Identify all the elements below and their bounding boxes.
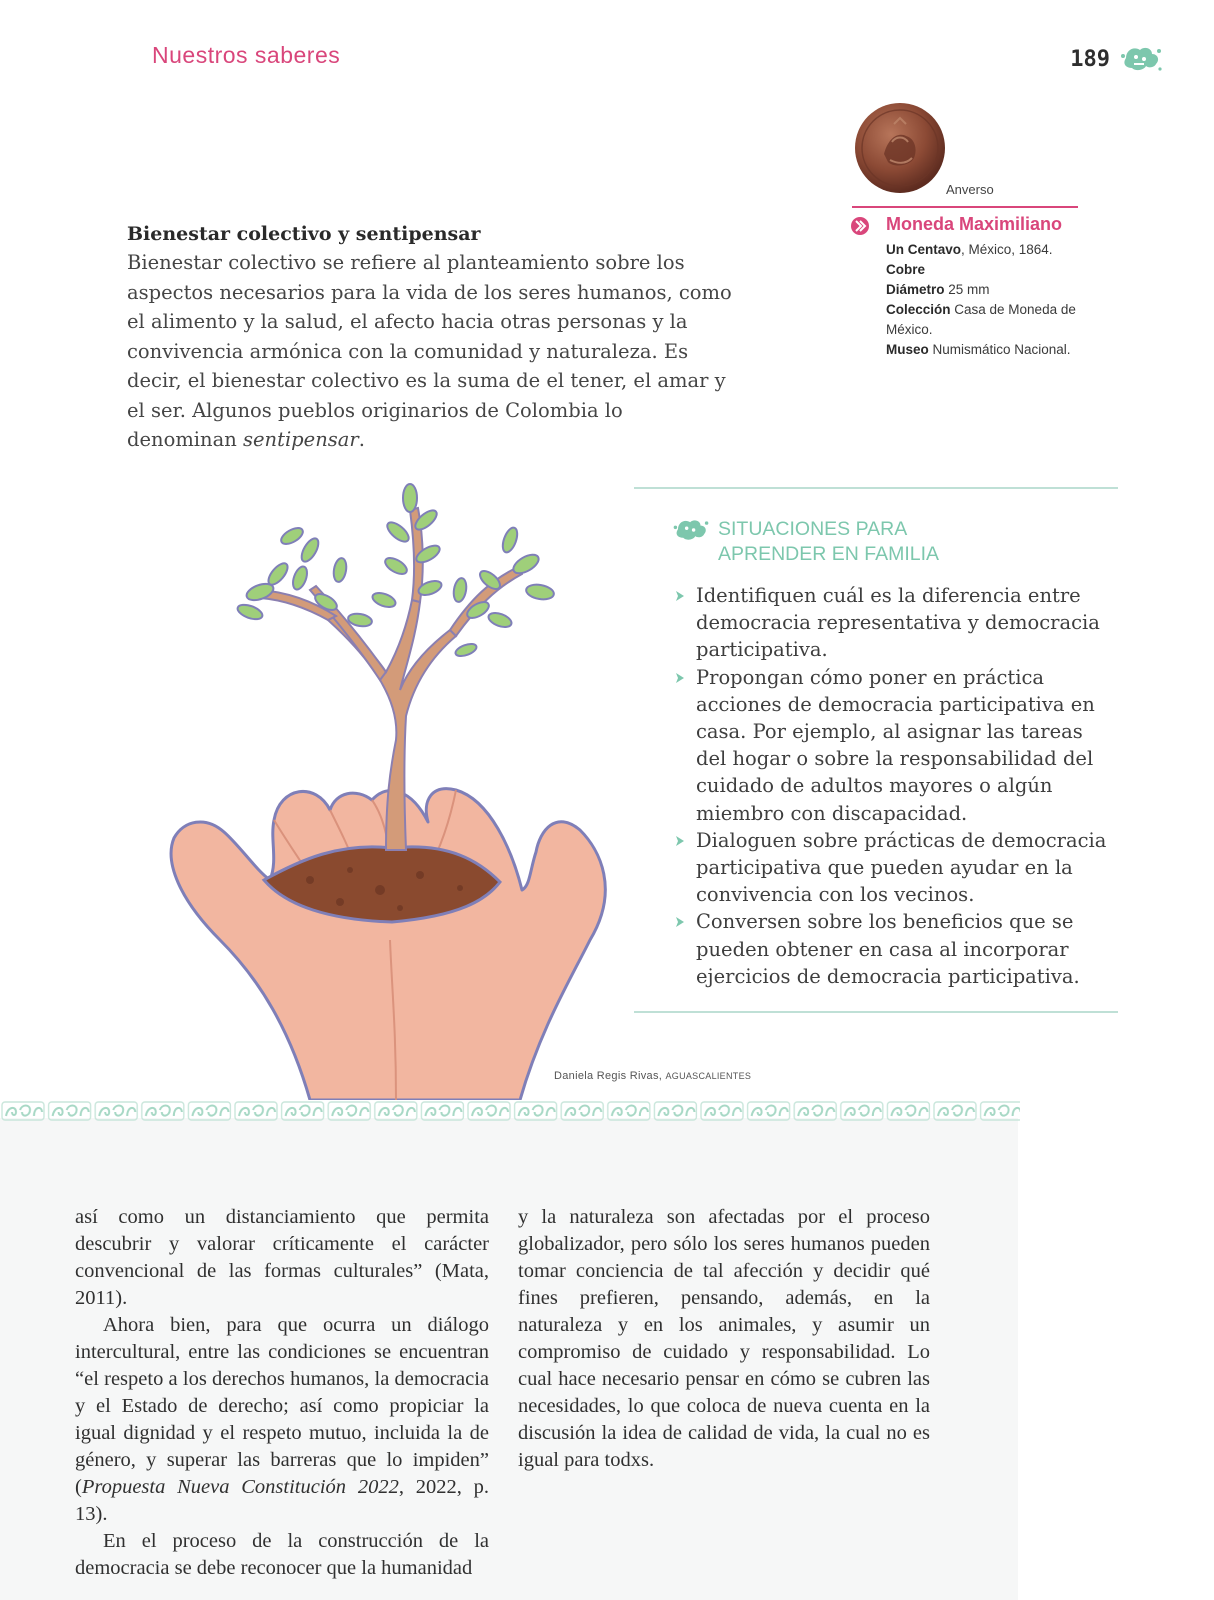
intro-section	[127, 220, 737, 455]
intro-title: Bienestar colectivo y sentipensar	[127, 223, 481, 245]
paragraph: y la naturaleza son afectadas por el proceso globalizador, pero sólo los seres humanos pueden tomar conciencia de tal afección y decidir qué fines prefieren, pensando, además, en la naturaleza y en los animales, y asumir un compromiso de cuidado y responsabilidad. Lo cual hace necesario pensar en cómo se cubren las necesidades, lo que coloca de nueva cuenta en la discusión la idea de calidad de vida, la cual no es igual para todxs.	[518, 1206, 930, 1471]
bullet-arrow-icon	[674, 916, 686, 928]
paragraph-body: Ahora bien, para que ocurra un diálogo intercultural, entre las condiciones se encuentran “el respeto a los derechos humanos, la democracia y el Estado de derecho; así como propiciar la igual dignidad y el respeto mutuo, incluida la de género, y superar las barreras que lo impiden” (	[75, 1314, 489, 1498]
ornament-band	[0, 1096, 1020, 1126]
page-number: 189	[1070, 46, 1110, 72]
paragraph	[75, 1312, 489, 1528]
intro-italic-term: sentipensar	[243, 428, 359, 451]
body-column-left	[75, 1204, 489, 1582]
coin-diameter-value: 25 mm	[944, 282, 990, 297]
family-title-line2: APRENDER EN FAMILIA	[718, 543, 940, 565]
coin-origin: , México, 1864.	[961, 242, 1053, 257]
coin-collection-value: Casa de Moneda de México.	[886, 302, 1076, 337]
coin-details	[886, 240, 1086, 360]
credit-place: AGUASCALIENTES	[665, 1071, 752, 1081]
list-item-text: Dialoguen sobre prácticas de democracia participativa que pueden ayudar en la convivencia con los vecinos.	[696, 828, 1107, 907]
glyph-icon	[1120, 44, 1162, 74]
list-item-text: Propongan cómo poner en práctica acciones de democracia participativa en casa. Por ejemplo, al asignar las tareas del hogar o sobre la responsabilidad del cuidado de adultos mayores o algún miembro con discapacidad.	[696, 665, 1095, 825]
coin-material: Cobre	[886, 262, 926, 277]
coin-title: Moneda Maximiliano	[886, 214, 1063, 234]
coin-collection-label: Colección	[886, 302, 951, 317]
list-item	[672, 582, 1118, 664]
bullet-arrow-icon	[674, 835, 686, 847]
intro-text	[127, 248, 737, 455]
list-item-text: Conversen sobre los beneficios que se pueden obtener en casa al incorporar ejercicios de democracia participativa.	[696, 910, 1080, 988]
coin-museum-value: Numismático Nacional.	[928, 342, 1071, 357]
illustration-credit	[554, 1070, 751, 1082]
family-title	[718, 517, 939, 567]
family-list	[672, 582, 1118, 990]
list-item	[672, 908, 1118, 990]
family-situations-box	[634, 487, 1118, 1013]
bullet-arrow-icon	[674, 590, 686, 602]
chevron-right-icon	[851, 217, 869, 235]
family-title-line1: SITUACIONES PARA	[718, 518, 908, 540]
bullet-arrow-icon	[674, 672, 686, 684]
page-header-right	[1070, 44, 1162, 74]
credit-name: Daniela Regis Rivas,	[554, 1070, 666, 1082]
body-column-right	[518, 1204, 930, 1474]
list-item	[672, 827, 1118, 909]
hands-tree-illustration	[160, 470, 620, 1100]
paragraph: así como un distanciamiento que permita descubrir y valorar críticamente el carácter convencional de las formas culturales” (Mata, 2011).	[75, 1206, 489, 1309]
coin-image	[854, 102, 946, 194]
glyph-heading-icon	[672, 517, 710, 547]
paragraph-end: , 2022, p. 13).	[75, 1476, 490, 1525]
coin-museum-label: Museo	[886, 342, 929, 357]
family-heading	[672, 517, 939, 567]
paragraph: En el proceso de la construcción de la democracia se debe reconocer que la humanidad	[75, 1530, 489, 1579]
intro-body: Bienestar colectivo se refiere al planteamiento sobre los aspectos necesarios para la vida de los seres humanos, como el alimento y la salud, el afecto hacia otras personas y la convivencia armónica con la comunidad y naturaleza. Es decir, el bienestar colectivo es la suma de el tener, el amar y el ser. Algunos pueblos originarios de Colombia lo denominan	[127, 251, 732, 451]
coin-denomination: Un Centavo	[886, 242, 962, 257]
list-item-text: Identifiquen cuál es la diferencia entre democracia representativa y democracia participativa.	[696, 584, 1100, 662]
section-title: Nuestros saberes	[152, 42, 341, 68]
list-item	[672, 664, 1118, 827]
coin-caption: Anverso	[946, 182, 994, 197]
citation-title: Propuesta Nueva Constitución 2022	[81, 1476, 399, 1498]
intro-end: .	[358, 428, 365, 451]
coin-divider	[852, 206, 1078, 208]
coin-diameter-label: Diámetro	[886, 282, 945, 297]
